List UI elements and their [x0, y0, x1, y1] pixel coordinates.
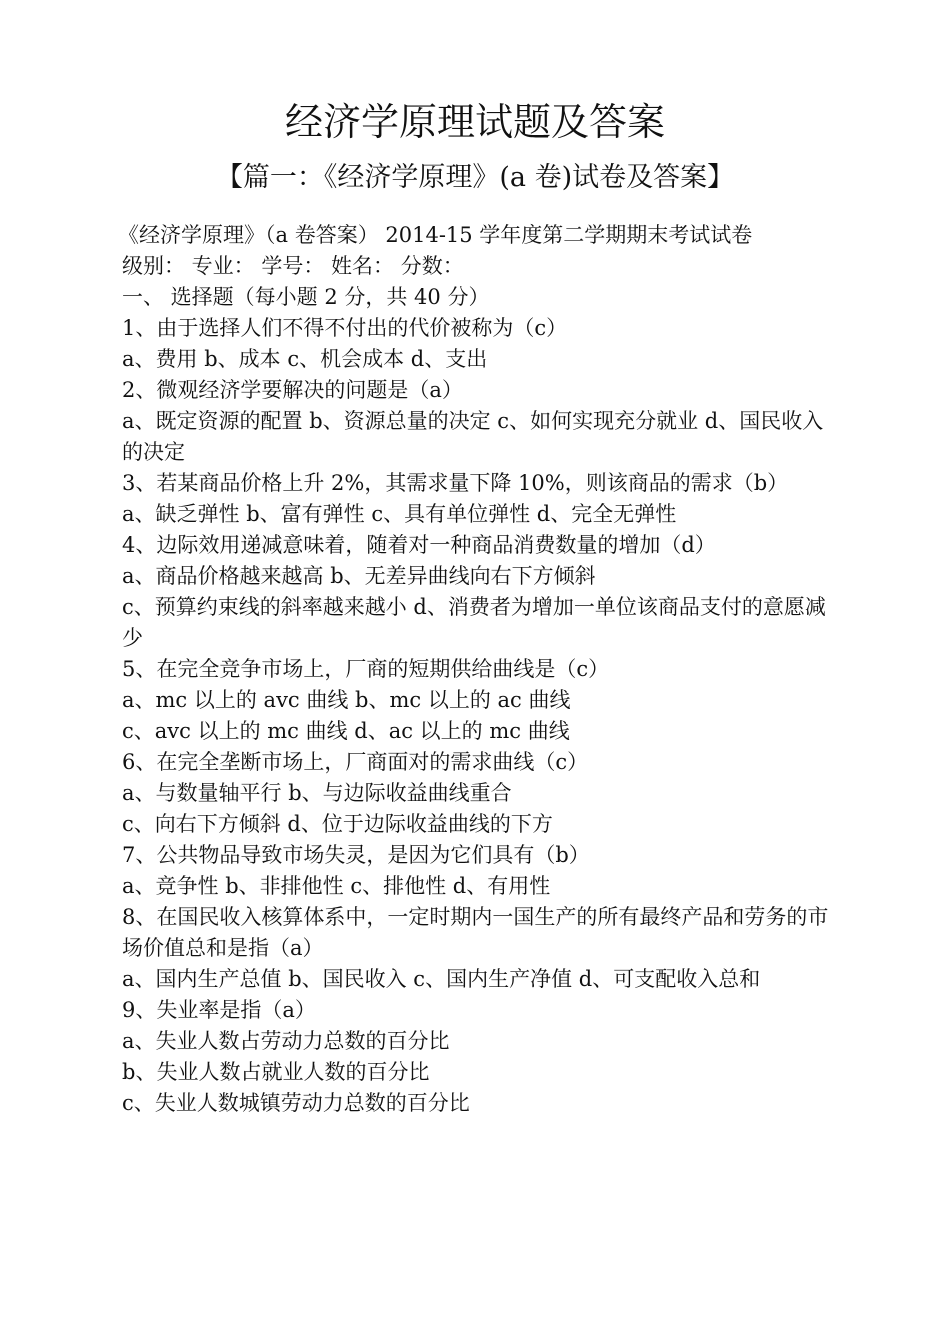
question-7-options: a、竞争性 b、非排他性 c、排他性 d、有用性: [122, 874, 551, 898]
question-4-options-a-b: a、商品价格越来越高 b、无差异曲线向右下方倾斜: [122, 564, 596, 588]
question-5: 5、在完全竞争市场上，厂商的短期供给曲线是（c）: [122, 657, 610, 681]
question-8-options: a、国内生产总值 b、国民收入 c、国内生产净值 d、可支配收入总和: [122, 967, 761, 991]
question-8: 8、在国民收入核算体系中，一定时期内一国生产的所有最终产品和劳务的市场价值总和是指（a）: [122, 905, 829, 960]
document-subtitle: 【篇一：《经济学原理》(a 卷)试卷及答案】: [215, 162, 735, 193]
question-3: 3、若某商品价格上升 2%，其需求量下降 10%，则该商品的需求（b）: [122, 471, 789, 495]
question-4: 4、边际效用递减意味着，随着对一种商品消费数量的增加（d）: [122, 533, 716, 557]
exam-header-line: 《经济学原理》（a 卷答案） 2014-15 学年度第二学期期末考试试卷: [118, 223, 753, 247]
question-9-option-c: c、失业人数城镇劳动力总数的百分比: [122, 1091, 470, 1115]
question-2: 2、微观经济学要解决的问题是（a）: [122, 378, 463, 402]
question-6-options-a-b: a、与数量轴平行 b、与边际收益曲线重合: [122, 781, 512, 805]
question-5-options-c-d: c、avc 以上的 mc 曲线 d、ac 以上的 mc 曲线: [122, 719, 570, 743]
question-6: 6、在完全垄断市场上，厂商面对的需求曲线（c）: [122, 750, 589, 774]
question-7: 7、公共物品导致市场失灵，是因为它们具有（b）: [122, 843, 590, 867]
question-9: 9、失业率是指（a）: [122, 998, 316, 1022]
question-4-options-c-d: c、预算约束线的斜率越来越小 d、消费者为增加一单位该商品支付的意愿减少: [122, 595, 826, 650]
question-1: 1、由于选择人们不得不付出的代价被称为（c）: [122, 316, 568, 340]
question-2-options: a、既定资源的配置 b、资源总量的决定 c、如何实现充分就业 d、国民收入的决定: [122, 409, 824, 464]
question-6-options-c-d: c、向右下方倾斜 d、位于边际收益曲线的下方: [122, 812, 553, 836]
section-heading: 一、 选择题（每小题 2 分，共 40 分）: [122, 285, 490, 309]
question-1-options: a、费用 b、成本 c、机会成本 d、支出: [122, 347, 488, 371]
question-5-options-a-b: a、mc 以上的 avc 曲线 b、mc 以上的 ac 曲线: [122, 688, 571, 712]
question-3-options: a、缺乏弹性 b、富有弹性 c、具有单位弹性 d、完全无弹性: [122, 502, 677, 526]
student-info-line: 级别： 专业： 学号： 姓名： 分数：: [122, 254, 464, 278]
question-9-option-a: a、失业人数占劳动力总数的百分比: [122, 1029, 450, 1053]
document-body: [118, 220, 838, 1119]
question-9-option-b: b、失业人数占就业人数的百分比: [122, 1060, 430, 1084]
document-title: 经济学原理试题及答案: [284, 100, 665, 144]
